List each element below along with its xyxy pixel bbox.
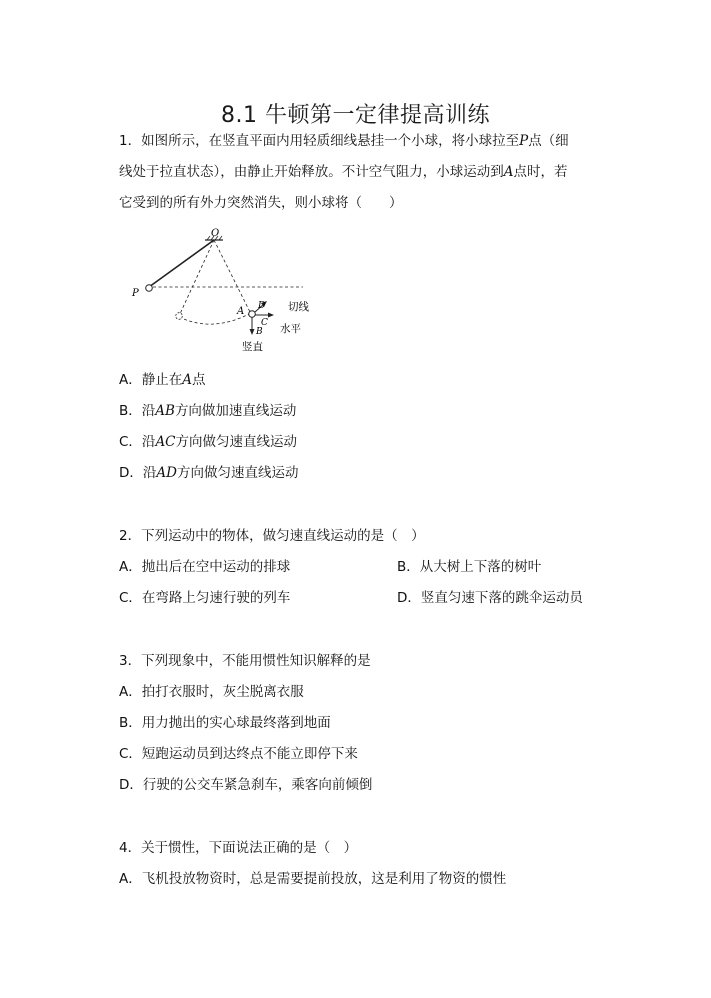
q1-stem-line1 bbox=[119, 132, 569, 150]
q4-option-a[interactable]: A．飞机投放物资时，总是需要提前投放，这是利用了物资的惯性 bbox=[119, 871, 507, 887]
q4-stem: 4．关于惯性，下面说法正确的是（ ） bbox=[119, 840, 358, 856]
q3-option-a[interactable]: A．拍打衣服时，灰尘脱离衣服 bbox=[119, 684, 304, 700]
arrow-ac-head bbox=[268, 313, 274, 318]
q3-option-c[interactable]: C．短跑运动员到达终点不能立即停下来 bbox=[119, 746, 358, 762]
q3-option-b[interactable]: B．用力抛出的实心球最终落到地面 bbox=[119, 715, 331, 731]
string-to-p bbox=[149, 240, 214, 287]
q2-stem: 2．下列运动中的物体，做匀速直线运动的是（ ） bbox=[119, 528, 425, 544]
q3-option-d[interactable]: D．行驶的公交车紧急刹车，乘客向前倾倒 bbox=[119, 777, 373, 793]
q1-stem-line2-b: 点时，若 bbox=[513, 164, 568, 180]
q1-stem-line1-b: 点（细 bbox=[528, 133, 569, 149]
label-tangent: 切线 bbox=[288, 301, 309, 313]
label-horizontal: 水平 bbox=[280, 323, 301, 335]
q1-option-c-var: AC bbox=[155, 434, 176, 450]
q1-option-d-var: AD bbox=[156, 465, 177, 481]
ball-a bbox=[249, 311, 256, 318]
dashed-string-left bbox=[179, 240, 214, 316]
label-b: B bbox=[256, 327, 263, 337]
q2-option-a[interactable]: A．抛出后在空中运动的排球 bbox=[119, 559, 291, 575]
q1-option-a-var: A bbox=[182, 372, 192, 388]
q1-option-d-text: D．沿 bbox=[119, 465, 157, 481]
dashed-string-right bbox=[214, 240, 250, 312]
q1-stem-line2 bbox=[119, 163, 568, 181]
label-vertical: 竖直 bbox=[242, 341, 263, 353]
q1-option-c-text: C．沿 bbox=[119, 434, 156, 450]
ball-p bbox=[146, 285, 153, 292]
q1-stem-line3: 它受到的所有外力突然消失，则小球将（ ） bbox=[119, 195, 403, 211]
q1-option-b-text: B．沿 bbox=[119, 403, 156, 419]
q1-var-a: A bbox=[503, 164, 514, 180]
q1-option-b-post: 方向做加速直线运动 bbox=[174, 403, 297, 419]
page-title: 8.1 牛顿第一定律提高训练 bbox=[221, 103, 490, 128]
q1-option-d-post: 方向做匀速直线运动 bbox=[176, 465, 299, 481]
label-a: A bbox=[237, 306, 245, 317]
q1-option-c[interactable] bbox=[119, 433, 297, 451]
label-c: C bbox=[261, 318, 268, 328]
q1-option-a-post: 点 bbox=[192, 372, 206, 388]
q1-option-b-var: AB bbox=[155, 403, 175, 419]
q2-option-b[interactable]: B．从大树上下落的树叶 bbox=[397, 559, 542, 575]
pendulum-figure bbox=[125, 228, 325, 358]
q1-stem-line1-a: 1．如图所示，在竖直平面内用轻质细线悬挂一个小球，将小球拉至 bbox=[119, 133, 520, 149]
q2-option-d[interactable]: D．竖直匀速下落的跳伞运动员 bbox=[397, 590, 583, 606]
q1-option-d[interactable] bbox=[119, 464, 298, 482]
q1-stem-line2-a: 线处于拉直状态），由静止开始释放。不计空气阻力，小球运动到 bbox=[119, 164, 504, 180]
q1-option-a-text: A．静止在 bbox=[119, 372, 183, 388]
q1-option-b[interactable] bbox=[119, 402, 296, 420]
arrow-ab-head bbox=[250, 329, 255, 335]
q1-var-p: P bbox=[519, 133, 529, 149]
ball-left-dashed bbox=[176, 313, 183, 320]
label-d: D bbox=[258, 301, 266, 311]
label-o: O bbox=[211, 228, 220, 239]
q2-option-c[interactable]: C．在弯路上匀速行驶的列车 bbox=[119, 590, 291, 606]
q3-stem: 3．下列现象中，不能用惯性知识解释的是 bbox=[119, 653, 371, 669]
q1-option-c-post: 方向做匀速直线运动 bbox=[175, 434, 298, 450]
label-p: P bbox=[132, 288, 139, 299]
q1-option-a[interactable] bbox=[119, 371, 206, 389]
